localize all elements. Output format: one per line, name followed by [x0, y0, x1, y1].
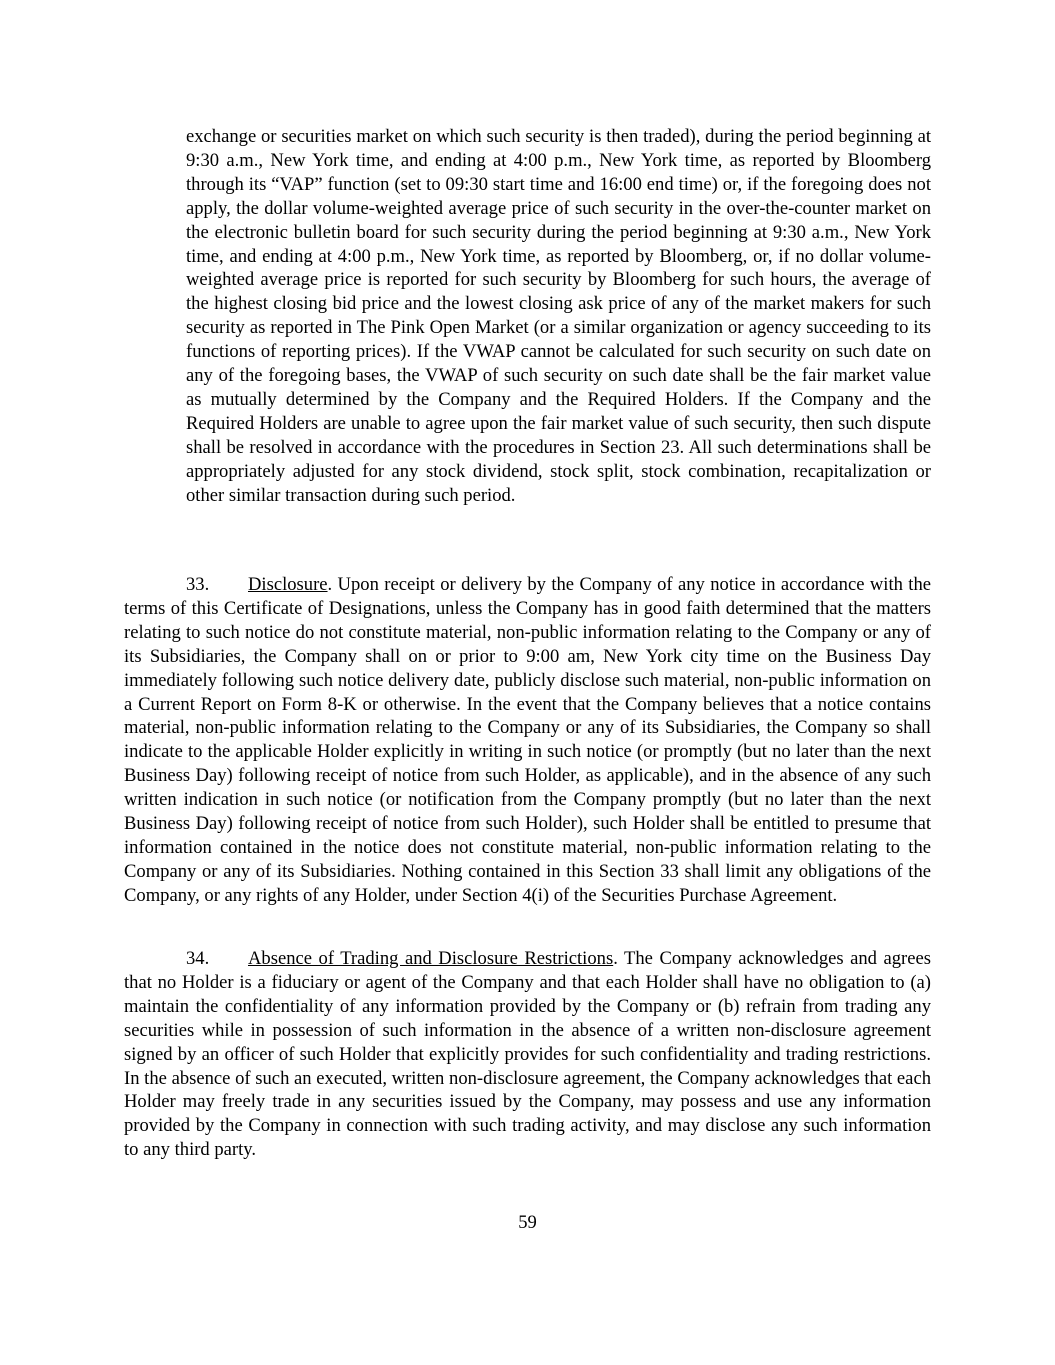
section-34-number: 34.	[186, 948, 210, 969]
section-33-body: . Upon receipt or delivery by the Company of any notice in accordance with the terms of this Certificate of Designations, unless the Company has in good faith determined that the matters relating to such notice do not constitute material, non-public information relating to the Company or any of its Subsidiaries, the Company shall on or prior to 9:00 am, New York city time on the Business Day immediately following such notice delivery date, publicly disclose such material, non-public information on a Current Report on Form 8-K or otherwise. In the event that the Company believes that a notice contains material, non-public information relating to the Company or any of its Subsidiaries, the Company so shall indicate to the applicable Holder explicitly in writing in such notice (or promptly (but no later than the next Business Day) following receipt of notice from such Holder, as applicable), and in the absence of any such written indication in such notice (or notification from the Company promptly (but no later than the next Business Day) following receipt of notice from such Holder), such Holder shall be entitled to presume that information contained in the notice does not constitute material, non-public information relating to the Company or any of its Subsidiaries. Nothing contained in this Section 33 shall limit any obligations of the Company, or any rights of any Holder, under Section 4(i) of the Securities Purchase Agreement.	[124, 574, 931, 906]
section-34-paragraph	[124, 947, 931, 1162]
section-33-heading: Disclosure	[248, 574, 328, 595]
page-number: 59	[518, 1212, 537, 1233]
section-34-heading: Absence of Trading and Disclosure Restrictions	[248, 948, 614, 969]
section-33-paragraph	[124, 573, 931, 908]
section-34-body: . The Company acknowledges and agrees that no Holder is a fiduciary or agent of the Company and that each Holder shall have no obligation to (a) maintain the confidentiality of any information provided by the Company or (b) refrain from trading any securities while in possession of such information in the absence of a written non-disclosure agreement signed by an officer of such Holder that explicitly provides for such confidentiality and trading restrictions. In the absence of such an executed, written non-disclosure agreement, the Company acknowledges that each Holder may freely trade in any securities issued by the Company, may possess and use any information provided by the Company in connection with such trading activity, and may disclose any such information to any third party.	[124, 948, 931, 1161]
section-33-number: 33.	[186, 574, 210, 595]
vwap-definition-continuation: exchange or securities market on which such security is then traded), during the period beginning at 9:30 a.m., New York time, and ending at 4:00 p.m., New York time, as reported by Bloomberg through its “VAP” function (set to 09:30 start time and 16:00 end time) or, if the foregoing does not apply, the dollar volume-weighted average price of such security in the over-the-counter market on the electronic bulletin board for such security during the period beginning at 9:30 a.m., New York time, and ending at 4:00 p.m., New York time, as reported by Bloomberg, or, if no dollar volume-weighted average price is reported for such security by Bloomberg for such hours, the average of the highest closing bid price and the lowest closing ask price of any of the market makers for such security as reported in The Pink Open Market (or a similar organization or agency succeeding to its functions of reporting prices). If the VWAP cannot be calculated for such security on such date on any of the foregoing bases, the VWAP of such security on such date shall be the fair market value as mutually determined by the Company and the Required Holders. If the Company and the Required Holders are unable to agree upon the fair market value of such security, then such dispute shall be resolved in accordance with the procedures in Section 23. All such determinations shall be appropriately adjusted for any stock dividend, stock split, stock combination, recapitalization or other similar transaction during such period.	[186, 126, 931, 506]
